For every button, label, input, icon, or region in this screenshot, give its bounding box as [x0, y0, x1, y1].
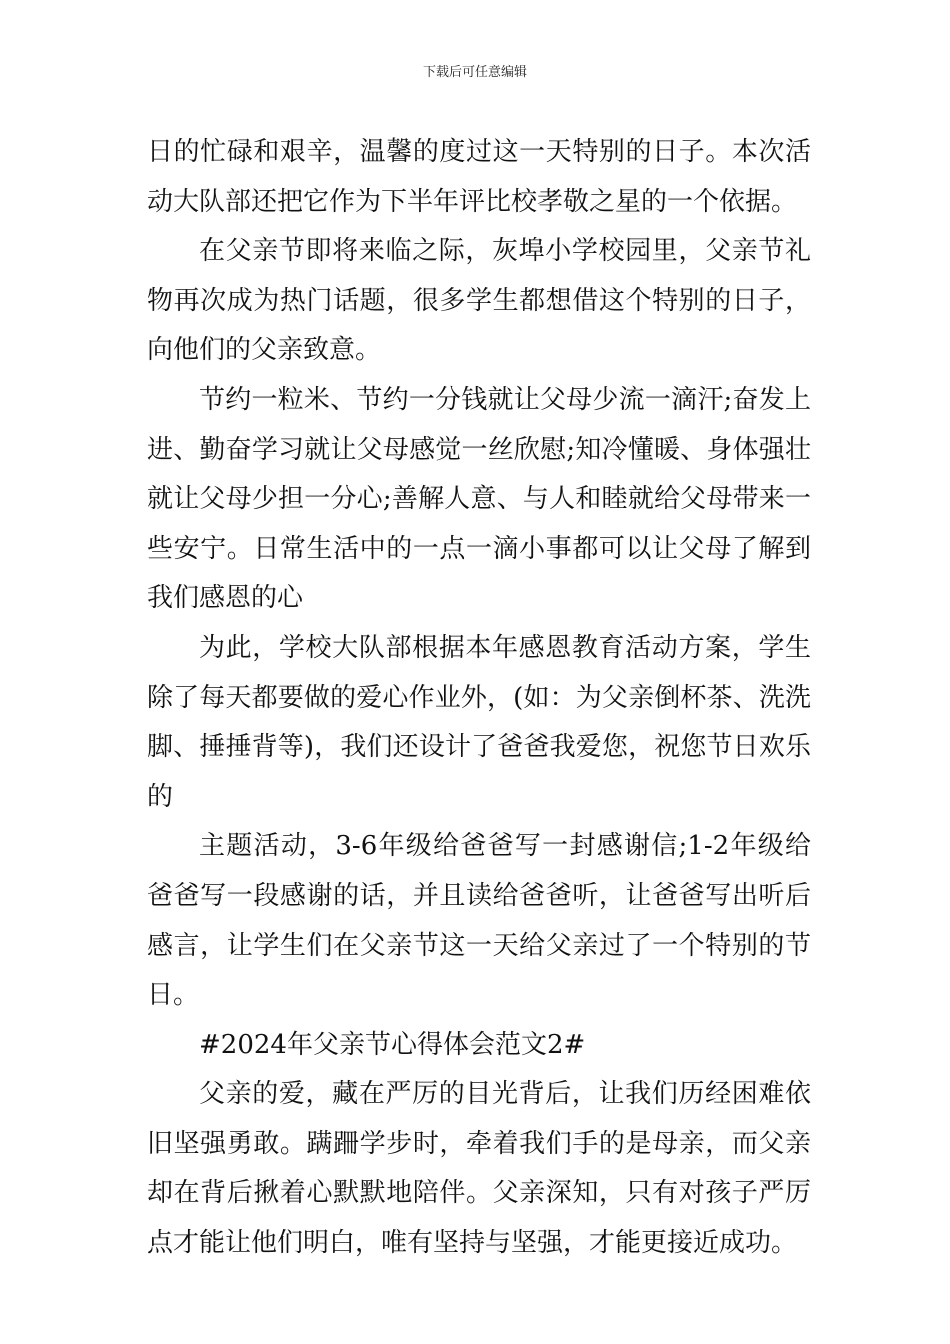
- paragraph-2: 在父亲节即将来临之际，灰埠小学校园里，父亲节礼物再次成为热门话题，很多学生都想借这个特别的日子，向他们的父亲致意。: [147, 236, 811, 366]
- page-header: 下载后可任意编辑: [422, 65, 527, 80]
- paragraph-1: 日的忙碌和艰辛，温馨的度过这一天特别的日子。本次活动大队部还把它作为下半年评比校孝敬之星的一个依据。: [147, 137, 811, 217]
- section-heading: #2024年父亲节心得体会范文2#: [199, 1029, 586, 1060]
- paragraph-3: 节约一粒米、节约一分钱就让父母少流一滴汗;奋发上进、勤奋学习就让父母感觉一丝欣慰;知冷懂暖、身体强壮就让父母少担一分心;善解人意、与人和睦就给父母带来一些安宁。日常生活中的一点一滴小事都可以让父母了解到我们感恩的心: [147, 384, 811, 614]
- paragraph-4: 为此，学校大队部根据本年感恩教育活动方案，学生除了每天都要做的爱心作业外，(如：为父亲倒杯茶、洗洗脚、捶捶背等)，我们还设计了爸爸我爱您，祝您节日欢乐的: [147, 632, 811, 812]
- paragraph-6: 父亲的爱，藏在严厉的目光背后，让我们历经困难依旧坚强勇敢。蹒跚学步时，牵着我们手的是母亲，而父亲却在背后揪着心默默地陪伴。父亲深知，只有对孩子严厉点才能让他们明白，唯有坚持与坚强，才能更接近成功。: [147, 1079, 811, 1259]
- paragraph-5: 主题活动，3-6年级给爸爸写一封感谢信;1-2年级给爸爸写一段感谢的话，并且读给爸爸听，让爸爸写出听后感言，让学生们在父亲节这一天给父亲过了一个特别的节日。: [147, 831, 811, 1011]
- document-body: [147, 128, 811, 1269]
